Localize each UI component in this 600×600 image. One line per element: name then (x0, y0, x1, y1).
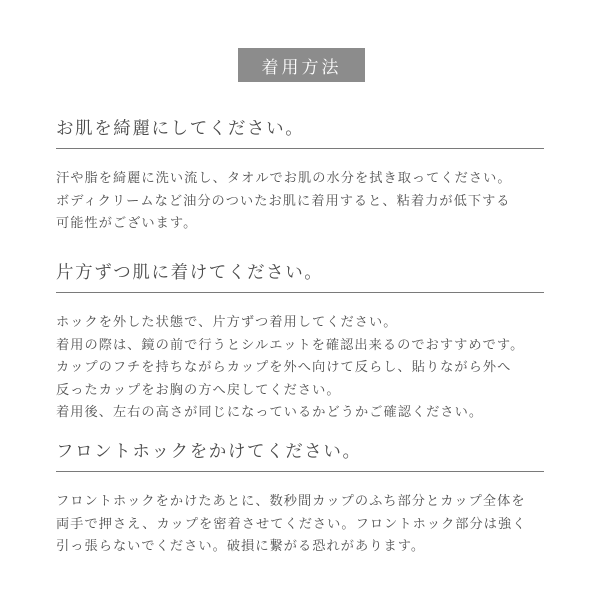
body-line: カップのフチを持ちながらカップを外へ向けて反らし、貼りながら外へ (56, 360, 512, 375)
body-line: 反ったカップをお胸の方へ戻してください。 (56, 382, 341, 398)
section-heading: お肌を綺麗にしてください。 (56, 119, 305, 139)
body-line: 引っ張らないでください。破損に繋がる恐れがあります。 (56, 539, 426, 554)
section-body (56, 312, 544, 425)
body-line: ボディクリームなど油分のついたお肌に着用すると、粘着力が低下する (56, 193, 511, 209)
section-body (56, 168, 544, 236)
body-line: ホックを外した状態で、片方ずつ着用してください。 (56, 315, 398, 330)
body-line: フロントホックをかけたあとに、数秒間カップのふち部分とカップ全体を (56, 494, 526, 509)
section-apply-one-side (56, 261, 544, 425)
section-front-hook (56, 440, 544, 559)
body-line: 着用の際は、鏡の前で行うとシルエットを確認出来るのでおすすめです。 (56, 337, 525, 353)
section-heading: 片方ずつ肌に着けてください。 (56, 263, 324, 283)
divider (56, 148, 544, 149)
section-heading: フロントホックをかけてください。 (56, 442, 362, 462)
section-clean-skin (56, 117, 544, 236)
divider (56, 292, 544, 293)
body-line: 汗や脂を綺麗に洗い流し、タオルでお肌の水分を拭き取ってください。 (56, 171, 512, 186)
page-title: 着用方法 (238, 48, 365, 82)
section-body (56, 491, 544, 559)
body-line: 着用後、左右の高さが同じになっているかどうかご確認ください。 (56, 405, 484, 420)
divider (56, 471, 544, 472)
body-line: 可能性がございます。 (56, 216, 198, 231)
body-line: 両手で押さえ、カップを密着させてください。フロントホック部分は強く (56, 516, 527, 532)
